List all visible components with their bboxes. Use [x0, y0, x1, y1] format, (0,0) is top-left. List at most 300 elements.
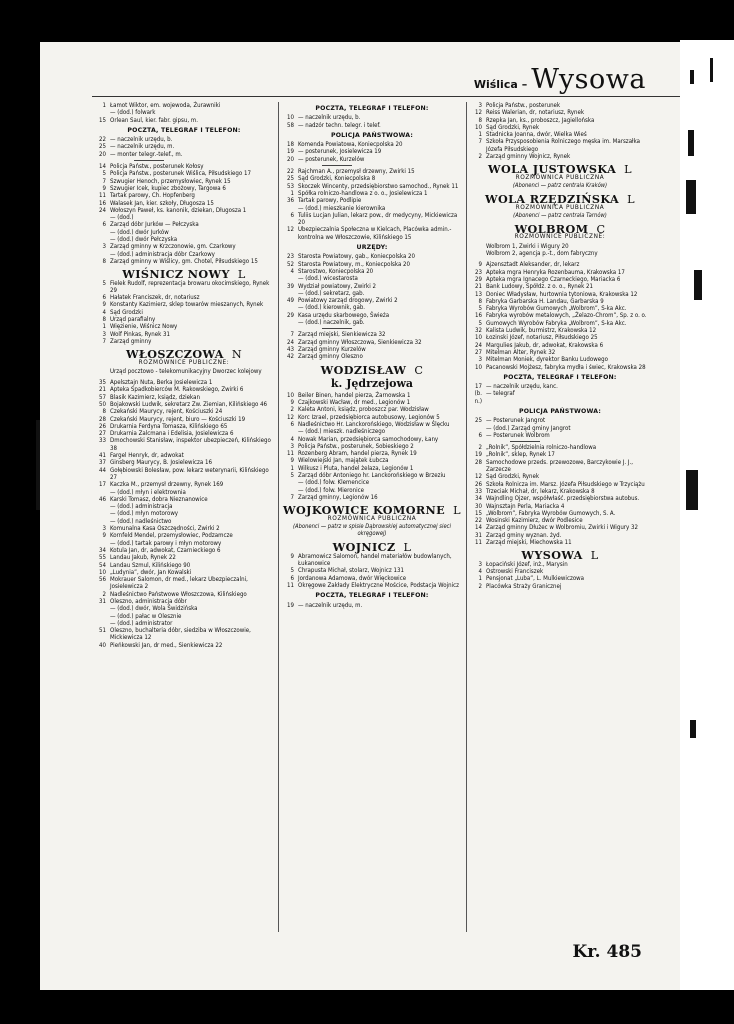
- entry-text: Blasik Kazimierz, ksiądz, dziekan: [110, 393, 200, 401]
- entry-text: Kotula Jan, dr, adwokat, Czarnieckiego 6: [110, 546, 221, 554]
- subscriber-entry: [470, 102, 650, 109]
- phone-number: 14: [475, 524, 482, 532]
- entry-text: — Posterunek Wolbrom: [486, 431, 550, 439]
- subscriber-entry: [94, 170, 274, 177]
- town-heading: [470, 222, 650, 237]
- entry-text: Urząd parafialny: [110, 316, 156, 324]
- margin-mark: [688, 130, 694, 156]
- subscriber-entry: [94, 394, 274, 401]
- subscriber-entry: [470, 334, 650, 341]
- subscriber-entry: [282, 197, 462, 204]
- phone-number: 7: [102, 177, 106, 185]
- entry-text: Starosta Powiatowy, m., Koniecpolska 20: [298, 260, 411, 268]
- subscriber-entry: [282, 487, 462, 494]
- entry-text: Spółka rolniczo-handlowa z o. o., Josielewicza 1: [298, 189, 428, 197]
- entry-text: Łopaciński Józef, inż., Marysin: [486, 560, 568, 568]
- subscriber-entry: [470, 425, 650, 432]
- header-left-word: Wiślica: [473, 78, 518, 91]
- phone-number: 9: [478, 261, 482, 269]
- entry-text: Czajkowski Wacław, dr med., Legionów 1: [298, 399, 411, 407]
- entry-text: — (dod.) administracja: [110, 503, 173, 511]
- entry-text: Sąd Grodzki, Rynek: [486, 473, 540, 481]
- phone-number: 56: [99, 576, 106, 584]
- subscriber-entry: [94, 143, 274, 150]
- phone-number: 55: [99, 554, 106, 562]
- phone-number: 34: [475, 495, 482, 503]
- entry-text: — (dod.) administrator: [110, 619, 173, 627]
- margin-mark: [690, 70, 694, 84]
- phone-number: 34: [99, 546, 106, 554]
- entry-text: Zarząd gminy wyznan. żyd.: [486, 531, 562, 539]
- subscriber-entry: [282, 141, 462, 148]
- phone-number: (b. n.): [474, 390, 482, 405]
- subscriber-entry: [94, 151, 274, 158]
- subscriber-entry: [470, 349, 650, 356]
- entry-text: — (dod.) administracja dóbr Czarkowy: [110, 250, 215, 258]
- subscriber-entry: [94, 518, 274, 525]
- subscriber-entry: [94, 331, 274, 338]
- subscriber-entry: [94, 280, 274, 295]
- subheading: ROZMÓWNICA PUBLICZNA: [515, 174, 605, 181]
- entry-text: — (dod.) wicestarosta: [298, 275, 358, 283]
- subscriber-entry: [282, 156, 462, 163]
- entry-text: — posterunek, Josielewicza 19: [298, 148, 382, 156]
- subscriber-entry: [470, 432, 650, 439]
- phone-number: 22: [475, 517, 482, 525]
- phone-number: 4: [290, 267, 294, 275]
- entry-text: Sąd Grodzki: [110, 308, 143, 316]
- entry-text: Kaleta Antoni, ksiądz, proboszcz par. Wodzisław: [298, 406, 429, 414]
- subscriber-entry: [94, 562, 274, 569]
- subscriber-entry: [282, 122, 462, 129]
- phone-number: 12: [287, 226, 294, 234]
- phone-number: 10: [475, 334, 482, 342]
- entry-text: Sąd Grodzki, Koniecpolska 8: [298, 175, 376, 183]
- town-heading: [94, 267, 274, 282]
- entry-text: — (dod.) dwór Pełczyska: [110, 236, 178, 244]
- subscriber-entry: [94, 386, 274, 393]
- phone-number: 50: [99, 400, 106, 408]
- town-name: WOJKOWICE KOMORNE: [283, 503, 446, 518]
- entry-text: Zarząd gminny Kurzelów: [298, 345, 366, 353]
- section-heading: POLICJA PAŃSTWOWA:: [330, 131, 414, 139]
- subscriber-entry: [470, 342, 650, 349]
- subscriber-entry: [282, 319, 462, 326]
- entry-text: — (dod.) kierownik, gab.: [298, 304, 366, 312]
- entry-text: — (dod.) mieszkanie kierownika: [298, 204, 386, 212]
- entry-text: Kasa urzędu skarbowego, Świeża: [298, 311, 390, 319]
- phone-number: 12: [475, 473, 482, 481]
- subscriber-entry: [470, 383, 650, 390]
- phone-number: 1: [478, 131, 482, 139]
- phone-number: 16: [475, 312, 482, 320]
- entry-text: Bank Ludowy, Spółdz. z o. o., Rynek 21: [486, 283, 593, 291]
- subscriber-entry: [94, 423, 274, 430]
- entry-text: Samochodowe przeds. przewozowe, Barczykowie J. J., Zarzecze: [486, 458, 634, 474]
- phone-number: 2: [290, 406, 294, 414]
- phone-number: 3: [478, 356, 482, 364]
- entry-text: Zarząd miejski, Sienkiewicza 32: [298, 331, 386, 339]
- phone-number: 21: [475, 283, 482, 291]
- phone-number: 14: [99, 163, 106, 171]
- subscriber-entry: [94, 452, 274, 459]
- phone-number: 9: [102, 532, 106, 540]
- entry-text: Szkoła Przysposobienia Rolniczego męska im. Marszałka Józefa Piłsudskiego: [486, 138, 641, 153]
- subscriber-entry: [282, 392, 462, 399]
- subscriber-entry: [470, 261, 650, 268]
- entry-text: Wajnsztajn Perla, Mariacka 4: [486, 502, 565, 510]
- subscriber-entry: [470, 320, 650, 327]
- entry-text: — (dod.) folw. Klemencice: [298, 479, 370, 487]
- entry-text: Pensjonat „Luba”, L. Mulkiewiczowa: [486, 575, 585, 583]
- section-heading: POCZTA, TELEGRAF I TELEFON:: [315, 592, 429, 600]
- entry-text: — (dod.): [110, 214, 134, 222]
- header-rule: [92, 96, 680, 97]
- entry-text: Abramowicz Salomon, handel materiałów budowlanych, Łukanowice: [298, 552, 452, 568]
- reference-note: (Abonenci — patrz w spisie Dąbrowskiej automatycznej sieci okręgowej): [293, 523, 451, 538]
- subscriber-entry: [94, 117, 274, 124]
- entry-text: Łozinski Józef, notariusz, Piłsudskiego 25: [486, 334, 598, 342]
- entry-text: — (dod.) sekretarz, gab.: [298, 289, 365, 297]
- entry-text: Urząd pocztowo - telekomunikacyjny Dworzec kolejowy: [110, 367, 262, 375]
- entry-text: — (dod.) dwór Jurków: [110, 228, 169, 236]
- entry-text: — (dod.) folwark: [110, 109, 156, 117]
- phone-number: 29: [287, 311, 294, 319]
- phone-number: 2: [478, 582, 482, 590]
- subscriber-entry: [470, 539, 650, 546]
- subheading: ROZMÓWNICA PUBLICZNA: [515, 204, 605, 211]
- subscriber-entry: [470, 583, 650, 590]
- entry-text: Zarząd gminny Dłużec w Wolbromiu, Zwirki i Wigury 32: [486, 524, 639, 532]
- entry-text: Fabryka wyrobów metalowych, „Żelazo-Chrom”, Sp. z o. o.: [486, 312, 647, 320]
- subscriber-entry: [94, 540, 274, 547]
- subscriber-entry: [94, 547, 274, 554]
- phone-number: 15: [475, 509, 482, 517]
- entry-text: Czekański Maurycy, rejent, Kościuszki 24: [110, 408, 223, 416]
- phone-number: 46: [99, 495, 106, 503]
- entry-text: Tartak parowy, Podlipie: [298, 197, 362, 205]
- subscriber-entry: [94, 109, 274, 116]
- subscriber-entry: [470, 568, 650, 575]
- margin-mark: [686, 180, 696, 214]
- phone-number: 2: [478, 444, 482, 452]
- subscriber-entry: [282, 353, 462, 360]
- subscriber-entry: [470, 364, 650, 371]
- entry-text: Korc Izrael, przedsiębiorca autobusowy, Legionów 5: [298, 413, 440, 421]
- phone-number: 28: [99, 415, 106, 423]
- town-heading: [282, 362, 462, 377]
- header-dash: –: [521, 78, 528, 91]
- entry-text: Karski Tomasz, dobra Nieznanowice: [110, 495, 208, 503]
- subscriber-entry: [94, 258, 274, 265]
- phone-number: 6: [102, 294, 106, 302]
- phone-number: 35: [99, 379, 106, 387]
- entry-text: Fielek Rudolf, reprezentacja browaru okocimskiego, Rynek 29: [110, 279, 270, 294]
- subscriber-entry: [94, 416, 274, 423]
- entry-text: Komunalna Kasa Oszczędności, Zwirki 2: [110, 525, 220, 533]
- subscriber-entry: [94, 481, 274, 488]
- margin-mark: [694, 270, 702, 300]
- phone-number: 8: [102, 408, 106, 416]
- town-name: WŁOSZCZOWA: [125, 347, 224, 362]
- entry-text: Nadleśnictwo Hr. Lanckorońskiego, Wodzisław w Ślęcku: [298, 420, 450, 428]
- entry-text: — naczelnik urzędu, b.: [110, 136, 173, 144]
- phone-number: 10: [475, 363, 482, 371]
- section-heading: POCZTA, TELEGRAF I TELEFON:: [127, 126, 241, 134]
- phone-number: 52: [287, 260, 294, 268]
- subscriber-entry: [94, 136, 274, 143]
- subheading: ROZMÓWNICE PUBLICZNE:: [514, 234, 606, 241]
- entry-text: Łamot Wiktor, em. wojewoda, Żurawniki: [110, 102, 221, 109]
- entry-text: Nowak Marian, przedsiębiorca samochodowy, Łany: [298, 435, 439, 443]
- subscriber-entry: [282, 567, 462, 574]
- subscriber-entry: [470, 473, 650, 480]
- phone-number: 16: [99, 199, 106, 207]
- phone-number: 20: [99, 150, 106, 158]
- entry-text: Wołoszyn Paweł, ks. kanonik, dziekan, Długosza 1: [110, 206, 247, 214]
- entry-text: Szwugier Icek, kupiec zbożowy, Targowa 6: [110, 184, 226, 192]
- entry-text: Zarząd dóbr Jurków — Pełczyska: [110, 221, 199, 229]
- phone-number: 51: [99, 627, 106, 635]
- phone-number: 26: [99, 422, 106, 430]
- entry-text: Mitelman Moniek, dyrektor Banku Ludowego: [486, 356, 608, 364]
- phone-number: 5: [102, 170, 106, 178]
- subscriber-entry: [282, 253, 462, 260]
- entry-text: Bojakowski Ludwik, sekretarz Zw. Ziemian, Kilińskiego 46: [110, 400, 268, 408]
- subscriber-entry: [470, 269, 650, 276]
- entry-text: Policja Państw., posterunek Kołosy: [110, 163, 204, 171]
- subscriber-entry: [94, 532, 274, 539]
- phone-number: 5: [290, 567, 294, 575]
- subscriber-entry: [282, 436, 462, 443]
- subscriber-entry: [282, 399, 462, 406]
- phone-number: 26: [475, 480, 482, 488]
- entry-text: Drukarnia Ferdyna Tomasza, Kilińskiego 65: [110, 422, 228, 430]
- subscriber-entry: [282, 494, 462, 501]
- subscriber-entry: [470, 312, 650, 319]
- entry-text: — (dod.) tartak parowy i młyn motorowy: [110, 539, 222, 547]
- entry-text: Policja Państw., posterunek Wiślica, Piłsudskiego 17: [110, 170, 251, 178]
- phone-number: 33: [475, 487, 482, 495]
- entry-text: Wielowiejski Jan, majątek Łubcza: [298, 457, 389, 465]
- entry-text: Wolf Pinkas, Rynek 31: [110, 330, 171, 338]
- entry-text: — (dod.) dwór, Wola Świdzińska: [110, 605, 198, 613]
- subscriber-entry: [470, 250, 650, 257]
- subscriber-entry: [94, 569, 274, 576]
- phone-number: 7: [290, 331, 294, 339]
- entry-text: Rajchman A., przemysł drzewny, Zwirki 15: [298, 168, 415, 176]
- exchange-type-marker: C: [596, 223, 606, 237]
- margin-mark: [690, 720, 696, 738]
- exchange-type-marker: L: [237, 268, 246, 282]
- phone-number: 7: [102, 337, 106, 345]
- entry-text: — monter telegr.-telef., m.: [110, 150, 183, 158]
- subscriber-entry: [470, 138, 650, 153]
- phone-number: 4: [102, 308, 106, 316]
- phone-number: 2: [478, 153, 482, 161]
- subscriber-entry: [94, 338, 274, 345]
- entry-text: Zarząd gminny w Wiślicy, gm. Chotel, Piłsudskiego 15: [110, 257, 258, 265]
- subscriber-entry: [282, 297, 462, 304]
- subscriber-entry: [94, 459, 274, 466]
- subscriber-entry: [94, 591, 274, 598]
- entry-text: Chrapusta Michał, stolarz, Wojnicz 131: [298, 567, 405, 575]
- entry-text: Rzepka Jan, ks., proboszcz, Jagiellońska: [486, 116, 595, 124]
- entry-text: Mokrauer Salomon, dr med., lekarz Ubezpieczalni, Josielewicza 2: [110, 576, 248, 591]
- subscriber-entry: [282, 275, 462, 282]
- phone-number: 6: [478, 431, 482, 439]
- entry-text: Ubezpieczalnia Społeczna w Kielcach, Placówka admin.-kontrolna we Włoszczowie, Kilińskiego 15: [298, 226, 452, 241]
- phone-number: 29: [475, 275, 482, 283]
- phone-number: 1: [478, 575, 482, 583]
- subscriber-entry: [94, 309, 274, 316]
- entry-text: Oleszno, administracja dóbr: [110, 598, 187, 605]
- running-header: [474, 64, 646, 95]
- subscriber-entry: [94, 613, 274, 620]
- subscriber-entry: [282, 443, 462, 450]
- phone-number: 12: [287, 413, 294, 421]
- entry-text: Walasek Jan, kier. szkoły, Długosza 15: [110, 199, 214, 207]
- subscriber-entry: [470, 459, 650, 474]
- entry-text: Apteka mgra Ignacego Czarneckiego, Mariacka 6: [486, 275, 621, 283]
- entry-text: Gołębiowski Bolesław, pow. lekarz weterynarii, Kilińskiego 27: [110, 466, 269, 481]
- entry-text: Wolbrom 1, Zwirki i Wigury 20: [486, 242, 569, 250]
- phone-number: 6: [290, 211, 294, 219]
- entry-text: — (dod.) młyn i elektrownia: [110, 488, 186, 496]
- exchange-type-marker: L: [624, 163, 632, 177]
- entry-text: Drukarnia Zalcmana i Edelisia, Josielewicza 6: [110, 430, 234, 438]
- phone-number: 42: [287, 353, 294, 361]
- phone-number: 40: [99, 641, 106, 649]
- subscriber-entry: [94, 554, 274, 561]
- phone-number: 4: [290, 435, 294, 443]
- subscriber-entry: [282, 312, 462, 319]
- phone-number: 9: [290, 457, 294, 465]
- columns: [94, 102, 652, 932]
- subscriber-entry: [94, 236, 274, 243]
- subscriber-entry: [94, 207, 274, 214]
- entry-text: „Rolnik”, sklep, Rynek 17: [486, 451, 555, 459]
- subscriber-entry: [94, 221, 274, 228]
- exchange-type-marker: N: [231, 348, 243, 362]
- phone-number: 31: [475, 531, 482, 539]
- subscriber-entry: [282, 261, 462, 268]
- entry-text: — nadzór techn. telegr. i telef.: [298, 121, 381, 129]
- subscriber-entry: [94, 200, 274, 207]
- subscriber-entry: [470, 524, 650, 531]
- subscriber-entry: [94, 192, 274, 199]
- phone-number: 54: [99, 561, 106, 569]
- phone-number: 27: [99, 430, 106, 438]
- town-heading: [470, 548, 650, 563]
- subscriber-entry: [282, 465, 462, 472]
- subscriber-entry: [94, 489, 274, 496]
- subscriber-entry: [470, 109, 650, 116]
- phone-number: 5: [478, 319, 482, 327]
- phone-number: 9: [290, 552, 294, 560]
- phone-number: 2: [102, 590, 106, 598]
- entry-text: Starostwo, Koniecpolska 20: [298, 267, 374, 275]
- entry-text: Trzeciak Michał, dr, lekarz, Krakowska 8: [486, 487, 595, 495]
- entry-text: Pacanowski Mojżesz, fabryka mydła i świec, Krakowska 28: [486, 363, 646, 371]
- entry-text: Powiatowy zarząd drogowy, Zwirki 2: [298, 297, 398, 305]
- subscriber-entry: [282, 346, 462, 353]
- phone-number: 1: [102, 102, 106, 109]
- subscriber-entry: [282, 406, 462, 413]
- phone-number: 30: [475, 502, 482, 510]
- phone-number: 57: [99, 393, 106, 401]
- phone-number: 32: [475, 327, 482, 335]
- entry-text: Placówka Straży Granicznej: [486, 582, 562, 590]
- phone-number: 9: [290, 399, 294, 407]
- subscriber-entry: [282, 450, 462, 457]
- entry-text: Zarząd gminny w Krzczonowie, gm. Czarkowy: [110, 243, 236, 251]
- subscriber-entry: [470, 444, 650, 451]
- entry-text: — (dod.) naczelnik, gab.: [298, 319, 365, 327]
- subscriber-entry: [282, 183, 462, 190]
- phone-number: 24: [99, 206, 106, 214]
- exchange-type-marker: L: [403, 541, 412, 555]
- subscriber-entry: [94, 503, 274, 510]
- entry-text: — posterunek, Kurzelów: [298, 155, 365, 163]
- entry-text: Czekański Maurycy, rejent, biuro — Kościuszki 19: [110, 415, 246, 423]
- phone-number: 7: [290, 493, 294, 501]
- town-subtitle: k. Jędrzejowa: [330, 376, 414, 390]
- subscriber-entry: [470, 390, 650, 405]
- phone-number: 10: [99, 568, 106, 576]
- entry-text: Pieńkowski Jan, dr med., Sienkiewicza 22: [110, 641, 223, 649]
- town-name: WOLA RZĘDZIŃSKA: [485, 192, 620, 207]
- entry-text: Zarząd gminny, Legionów 16: [298, 493, 378, 501]
- exchange-type-marker: L: [453, 504, 461, 518]
- phone-number: 8: [102, 316, 106, 324]
- town-heading: [282, 503, 462, 518]
- column-3: [470, 102, 650, 590]
- phone-number: 4: [478, 567, 482, 575]
- entry-text: Mitelman Alter, Rynek 32: [486, 348, 556, 356]
- subscriber-entry: [94, 467, 274, 482]
- phone-number: 19: [475, 451, 482, 459]
- entry-text: Ajzensztadt Aleksander, dr, lekarz: [486, 261, 580, 269]
- phone-number: 6: [102, 221, 106, 229]
- phone-number: 20: [287, 155, 294, 163]
- short-rule: [510, 441, 540, 442]
- entry-text: Wajndling Ojzer, współwłaść. przedsiębiorstwa autobus.: [486, 495, 640, 503]
- column-2: [282, 102, 462, 609]
- entry-text: Beiler Binen, handel pierza, Żarnowska 1: [298, 391, 411, 399]
- entry-text: Apteka Spadkobierców M. Rakowskiego, Zwirki 6: [110, 386, 244, 394]
- phone-number: 10: [287, 114, 294, 122]
- entry-text: Policja Państw., posterunek: [486, 102, 561, 109]
- entry-text: Zarząd gminny: [110, 337, 152, 345]
- entry-text: Tuliis Lucjan Julian, lekarz pow., dr medycyny, Mickiewicza 20: [298, 211, 458, 227]
- entry-text: Jordanowa Adamowa, dwór Więckowice: [298, 574, 407, 582]
- phone-number: 1: [290, 189, 294, 197]
- subscriber-entry: [94, 178, 274, 185]
- subscriber-entry: [282, 602, 462, 609]
- phone-number: 27: [475, 348, 482, 356]
- short-rule: [322, 328, 352, 329]
- subscriber-entry: [282, 190, 462, 197]
- subscriber-entry: [94, 496, 274, 503]
- entry-text: Fabryka Wyrobów Gumowych „Wolbrom”, S-ka Akc.: [486, 305, 627, 313]
- subscriber-entry: [470, 356, 650, 363]
- subscriber-entry: [94, 576, 274, 591]
- phone-number: 22: [287, 168, 294, 176]
- entry-text: Skoczek Wincenty, przedsiębiorstwo samochod., Rynek 11: [298, 182, 459, 190]
- header-right-word: Wysowa: [531, 64, 646, 95]
- subscriber-entry: [470, 117, 650, 124]
